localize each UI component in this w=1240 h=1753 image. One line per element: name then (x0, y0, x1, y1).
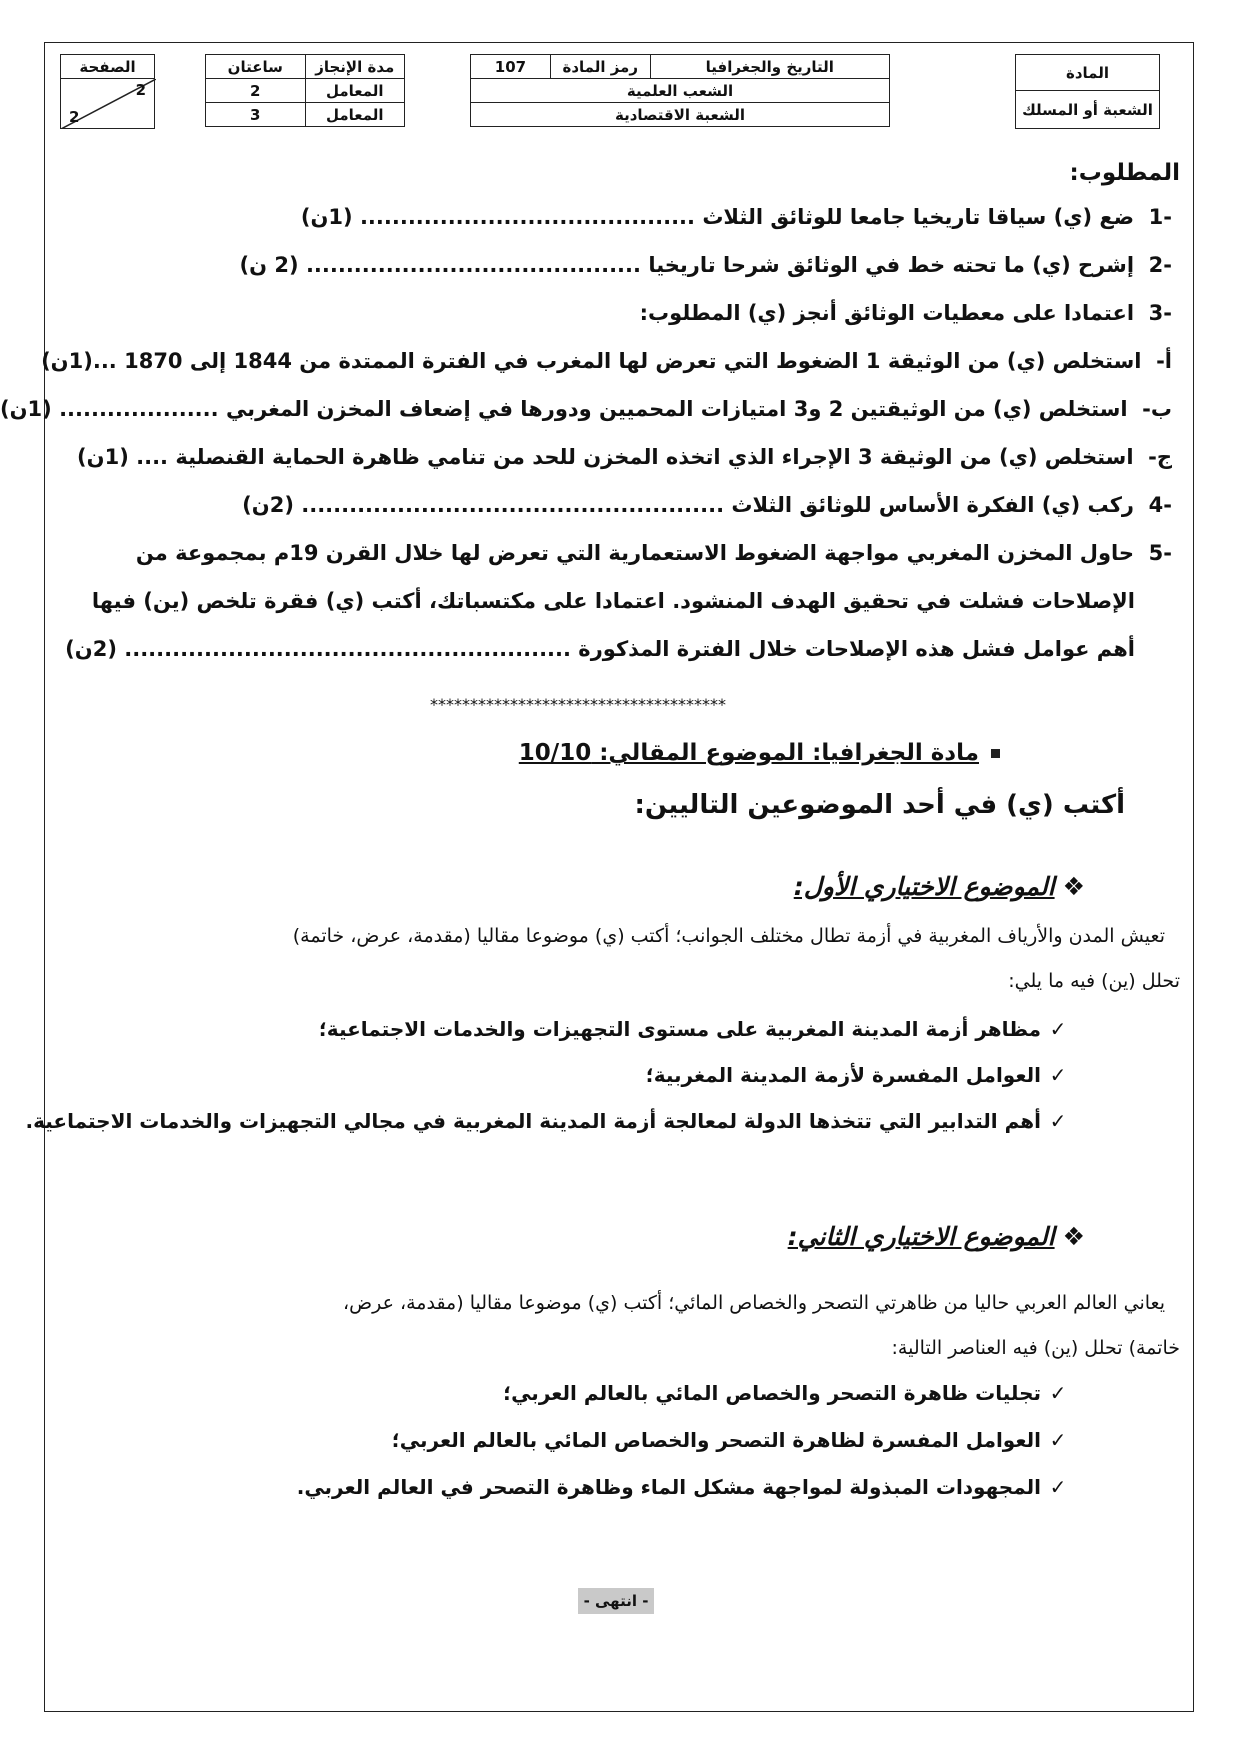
points: (1ن) (41, 349, 93, 373)
question-text: استخلص (ي) من الوثيقة 3 الإجراء الذي اتخذه المخزن للحد من تنامي ظاهرة الحماية القنصلية (175, 445, 1134, 469)
dots: .......................................... (359, 205, 696, 229)
check-icon: ✓ (1049, 1017, 1067, 1041)
subject-box (1015, 54, 1160, 129)
duration-coef-box (205, 54, 405, 127)
diamond-bullet-icon: ❖ (1062, 872, 1085, 901)
required-heading: المطلوب: (1069, 160, 1180, 186)
question-3 (640, 301, 1172, 325)
square-bullet-icon (991, 749, 1000, 758)
question-text: أهم عوامل فشل هذه الإصلاحات خلال الفترة المذكورة (578, 637, 1135, 661)
topic-2-item-3: ✓المجهودات المبذولة لمواجهة مشكل الماء وظاهرة التصحر في العالم العربي. (297, 1475, 1075, 1499)
points: (2 ن) (239, 253, 299, 277)
question-number: أ- (1156, 349, 1172, 373)
duration-value: ساعتان (206, 55, 306, 79)
subject-label: المادة (1016, 55, 1160, 91)
check-icon: ✓ (1049, 1381, 1067, 1405)
topic-2-intro-line-2: خاتمة) تحلل (ين) فيه العناصر التالية: (891, 1337, 1180, 1359)
topic-1-intro-line-1: تعيش المدن والأرياف المغربية في أزمة تطال مختلف الجوانب؛ أكتب (ي) موضوعا مقاليا (مقدمة، عرض، خاتمة) (292, 925, 1165, 947)
question-number: -2 (1148, 253, 1172, 277)
check-icon: ✓ (1049, 1475, 1067, 1499)
page-current: 2 (135, 81, 146, 99)
topic-1-item-1: ✓مظاهر أزمة المدينة المغربية على مستوى التجهيزات والخدمات الاجتماعية؛ (319, 1017, 1075, 1041)
question-text: اعتمادا على معطيات الوثائق أنجز (ي) المطلوب: (639, 301, 1135, 325)
question-5-line-1 (136, 541, 1172, 565)
code-value: 107 (471, 55, 551, 79)
points: (1ن) (0, 397, 52, 421)
dots: ..................................................... (301, 493, 725, 517)
question-text: ضع (ي) سياقا تاريخيا جامعا للوثائق الثلاث (702, 205, 1135, 229)
separator-stars: ************************************* (430, 695, 726, 714)
check-icon: ✓ (1049, 1109, 1067, 1133)
coef-label-1: المعامل (305, 79, 405, 103)
question-text: استخلص (ي) من الوثيقة 1 الضغوط التي تعرض لها المغرب في الفترة الممتدة من 1844 إلى 1870 (124, 349, 1142, 373)
question-number: ج- (1148, 445, 1172, 469)
topic-1-item-2: ✓العوامل المفسرة لأزمة المدينة المغربية؛ (646, 1063, 1075, 1087)
branch-economic: الشعبة الاقتصادية (471, 103, 890, 127)
page-total: 2 (69, 108, 80, 126)
dots: .................... (59, 397, 219, 421)
question-5-line-2: الإصلاحات فشلت في تحقيق الهدف المنشود. اعتمادا على مكتسباتك، أكتب (ي) فقرة تلخص (ين) فيها (91, 589, 1135, 613)
dots: .......................................... (305, 253, 641, 277)
points: (1ن) (77, 445, 129, 469)
coef-value-2: 3 (206, 103, 306, 127)
code-label: رمز المادة (550, 55, 650, 79)
page-number-box (60, 54, 155, 129)
geography-title: مادة الجغرافيا: الموضوع المقالي: 10/10 (519, 740, 1000, 766)
duration-label: مدة الإنجاز (305, 55, 405, 79)
points: (2ن) (242, 493, 294, 517)
topic-1-intro-line-2: تحلل (ين) فيه ما يلي: (1008, 970, 1180, 992)
diamond-bullet-icon: ❖ (1062, 1222, 1085, 1251)
coef-value-1: 2 (206, 79, 306, 103)
question-text: ركب (ي) الفكرة الأساس للوثائق الثلاث (731, 493, 1135, 517)
dots: .... (136, 445, 169, 469)
question-number: -5 (1148, 541, 1172, 565)
geography-instruction: أكتب (ي) في أحد الموضوعين التاليين: (634, 790, 1125, 820)
topic-2-item-2: ✓العوامل المفسرة لظاهرة التصحر والخصاص المائي بالعالم العربي؛ (392, 1428, 1075, 1452)
topic-1-item-3: ✓أهم التدابير التي تتخذها الدولة لمعالجة أزمة المدينة المغربية في مجالي التجهيزات والخدمات الاجتماعية. (26, 1109, 1075, 1133)
question-5-line-3 (65, 637, 1135, 661)
subject-name: التاريخ والجغرافيا (650, 55, 889, 79)
question-number: -4 (1148, 493, 1172, 517)
coef-label-2: المعامل (305, 103, 405, 127)
question-4 (242, 493, 1172, 517)
question-text: استخلص (ي) من الوثيقتين 2 و3 امتيازات المحميين ودورها في إضعاف المخزن المغربي (225, 397, 1128, 421)
question-number: ب- (1142, 397, 1172, 421)
page-label: الصفحة (61, 55, 155, 79)
question-2 (240, 253, 1172, 277)
end-label: - انتهى - (578, 1588, 654, 1614)
check-icon: ✓ (1049, 1428, 1067, 1452)
branch-label: الشعبة أو المسلك (1016, 91, 1160, 129)
branch-scientific: الشعب العلمية (471, 79, 890, 103)
subject-info-box (470, 54, 890, 127)
points: (1ن) (300, 205, 353, 229)
question-number: -3 (1148, 301, 1172, 325)
points: (2ن) (65, 637, 117, 661)
question-1 (301, 205, 1172, 229)
dots: ... (92, 349, 117, 373)
question-number: -1 (1148, 205, 1172, 229)
page-fraction (61, 79, 155, 129)
question-text: حاول المخزن المغربي مواجهة الضغوط الاستعمارية التي تعرض لها خلال القرن 19م بمجموعة من (135, 541, 1135, 565)
question-3b (0, 397, 1172, 421)
topic-1-heading: ❖الموضوع الاختياري الأول: (793, 872, 1085, 901)
check-icon: ✓ (1049, 1063, 1067, 1087)
topic-2-intro-line-1: يعاني العالم العربي حاليا من ظاهرتي التصحر والخصاص المائي؛ أكتب (ي) موضوعا مقاليا (مقدمة، عرض، (343, 1292, 1165, 1314)
question-text: إشرح (ي) ما تحته خط في الوثائق شرحا تاريخيا (648, 253, 1135, 277)
topic-2-item-1: ✓تجليات ظاهرة التصحر والخصاص المائي بالعالم العربي؛ (503, 1381, 1075, 1405)
question-3a (41, 349, 1172, 373)
dots: ........................................................ (124, 637, 571, 661)
question-3c (77, 445, 1172, 469)
topic-2-heading: ❖الموضوع الاختياري الثاني: (787, 1222, 1085, 1251)
